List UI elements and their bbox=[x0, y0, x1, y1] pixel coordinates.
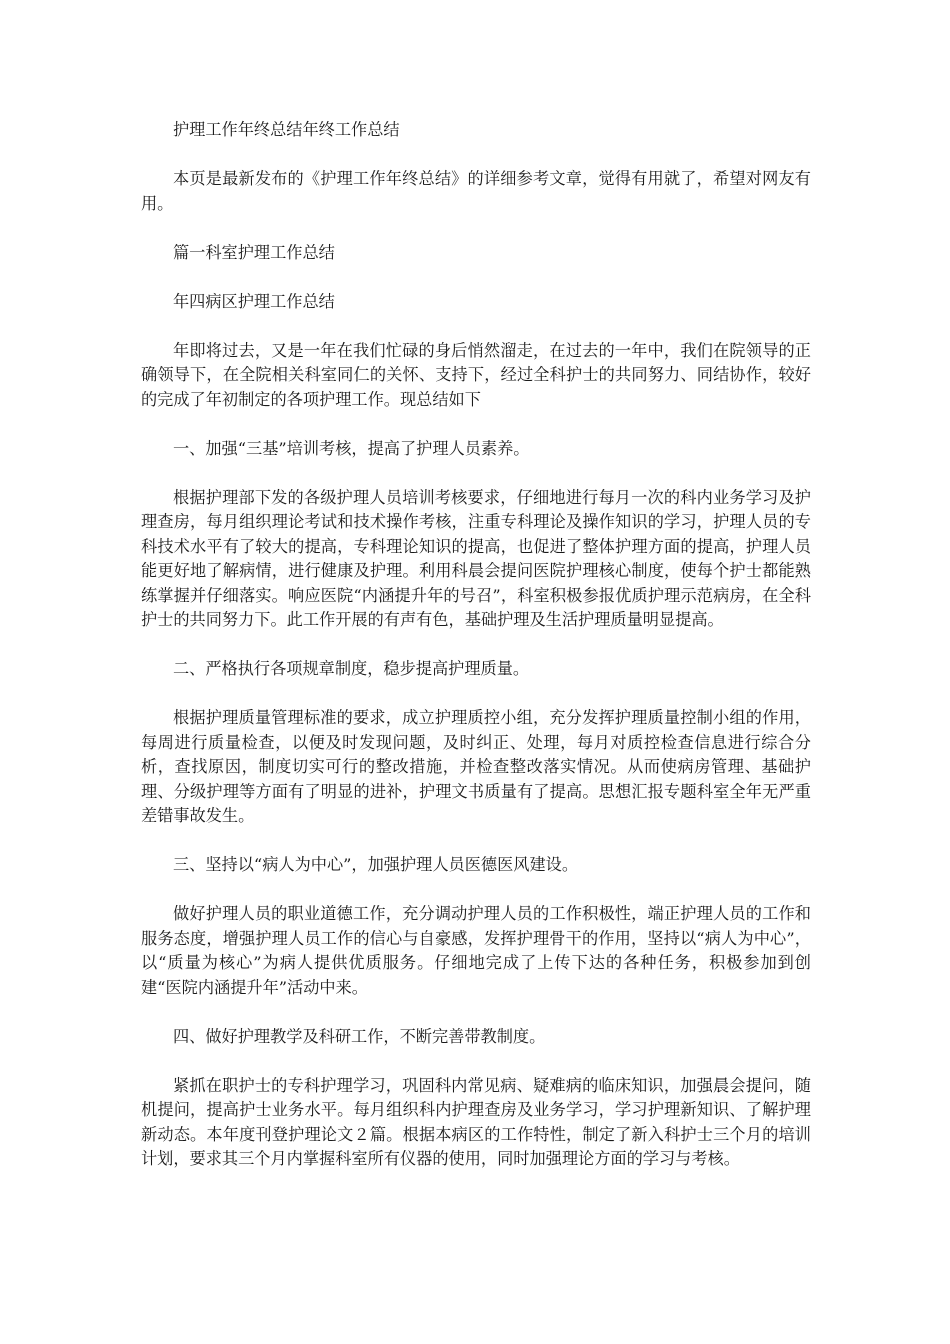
body-paragraph: 做好护理人员的职业道德工作，充分调动护理人员的工作积极性，端正护理人员的工作和服务态度，增强护理人员工作的信心与自豪感，发挥护理骨干的作用，坚持以“病人为中心”，以“质量为核心”为病人提供优质服务。仔细地完成了上传下达的各种任务，积极参加到创建“医院内涵提升年”活动中来。 bbox=[141, 904, 811, 997]
body-paragraph: 年即将过去，又是一年在我们忙碌的身后悄然溜走，在过去的一年中，我们在院领导的正确领导下，在全院相关科室同仁的关怀、支持下，经过全科护士的共同努力、同结协作，较好的完成了年初制定的各项护理工作。现总结如下 bbox=[141, 340, 811, 409]
body-paragraph: 紧抓在职护士的专科护理学习，巩固科内常见病、疑难病的临床知识，加强晨会提问，随机提问，提高护士业务水平。每月组织科内护理查房及业务学习，学习护理新知识、了解护理新动态。本年度刊登护理论文２篇。根据本病区的工作特性，制定了新入科护士三个月的培训计划，要求其三个月内掌握科室所有仪器的使用，同时加强理论方面的学习与考核。 bbox=[141, 1075, 811, 1168]
body-paragraph: 根据护理质量管理标准的要求，成立护理质控小组，充分发挥护理质量控制小组的作用，每周进行质量检查，以便及时发现问题，及时纠正、处理，每月对质控检查信息进行综合分析，查找原因，制度切实可行的整改措施，并检查整改落实情况。从而使病房管理、基础护理、分级护理等方面有了明显的进补，护理文书质量有了提高。思想汇报专题科室全年无严重差错事故发生。 bbox=[141, 708, 811, 825]
document-body bbox=[141, 118, 811, 1196]
item-heading-4: 四、做好护理教学及科研工作，不断完善带教制度。 bbox=[173, 1026, 546, 1046]
item-heading-3: 三、坚持以“病人为中心”，加强护理人员医德医风建设。 bbox=[173, 855, 579, 874]
item-heading-1: 一、加强“三基”培训考核，提高了护理人员素养。 bbox=[173, 438, 530, 458]
item-heading-2: 二、严格执行各项规章制度，稳步提高护理质量。 bbox=[173, 659, 530, 678]
document-title: 护理工作年终总结年终工作总结 bbox=[173, 120, 400, 139]
section-heading: 篇一科室护理工作总结 bbox=[173, 242, 335, 262]
body-paragraph: 根据护理部下发的各级护理人员培训考核要求，仔细地进行每月一次的科内业务学习及护理查房，每月组织理论考试和技术操作考核，注重专科理论及操作知识的学习，护理人员的专科技术水平有了较大的提高，专科理论知识的提高，也促进了整体护理方面的提高，护理人员能更好地了解病情，进行健康及护理。利用科晨会提问医院护理核心制度，使每个护士都能熟练掌握并仔细落实。响应医院“内涵提升年的号召”，科室积极参报优质护理示范病房，在全科护士的共同努力下。此工作开展的有声有色，基础护理及生活护理质量明显提高。 bbox=[141, 487, 811, 629]
intro-paragraph: 本页是最新发布的《护理工作年终总结》的详细参考文章，觉得有用就了，希望对网友有用。 bbox=[141, 169, 811, 213]
subsection-heading: 年四病区护理工作总结 bbox=[173, 291, 335, 311]
